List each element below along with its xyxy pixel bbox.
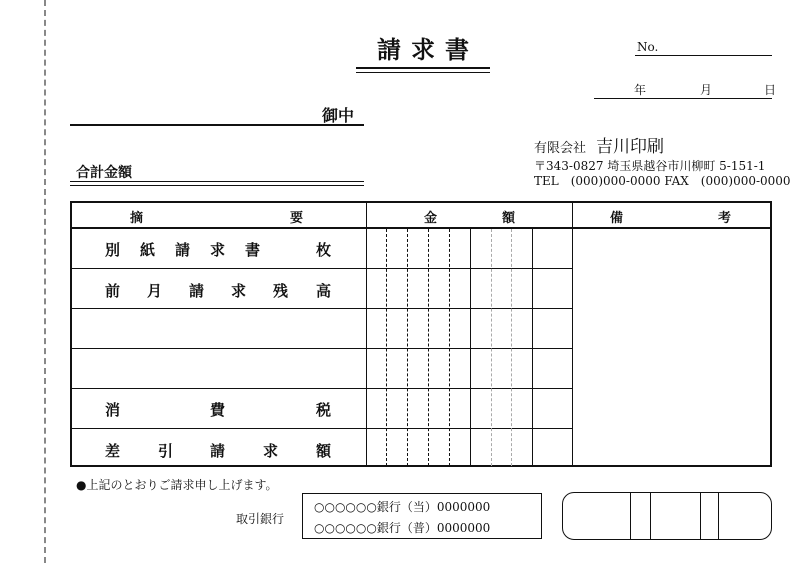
header-description-1: 摘: [130, 211, 144, 226]
header-amount-2: 額: [502, 211, 516, 226]
title-underline: [356, 67, 490, 69]
row1-char: 求: [210, 241, 226, 259]
bank-line: ○○○○○○銀行（当）0000000: [314, 500, 491, 514]
stamp-divider: [700, 492, 701, 540]
header-description-2: 要: [290, 211, 304, 226]
header-remarks-2: 考: [718, 211, 732, 226]
row-divider: [70, 268, 572, 269]
issuer-address: 〒343-0827 埼玉県越谷市川柳町 5-151-1: [534, 159, 766, 173]
digit-divider: [511, 229, 512, 466]
row6-char: 額: [316, 442, 332, 460]
issuer-company: 吉川印刷: [596, 137, 665, 157]
header-row-divider: [70, 227, 772, 229]
total-underline: [70, 185, 364, 186]
recipient-suffix: 御中: [322, 106, 355, 125]
footer-note: ●上記のとおりご請求申し上げます。: [76, 478, 278, 492]
row1-char: 別: [105, 241, 121, 259]
row6-char: 差: [105, 442, 121, 460]
perforation-line: [44, 0, 46, 563]
row-divider: [70, 428, 572, 429]
stamp-divider: [650, 492, 651, 540]
row-divider: [70, 348, 572, 349]
issuer-name: [534, 132, 664, 157]
total-field[interactable]: [70, 181, 364, 182]
date-month-label: 月: [700, 83, 713, 97]
row2-char: 高: [316, 282, 332, 300]
row2-char: 残: [273, 282, 289, 300]
stamp-divider: [630, 492, 631, 540]
header-remarks-1: 備: [610, 211, 624, 226]
row2-char: 求: [231, 282, 247, 300]
row1-char: 枚: [316, 241, 332, 259]
date-field[interactable]: [594, 98, 772, 99]
digit-divider: [407, 229, 408, 466]
row5-char: 費: [210, 401, 226, 419]
digit-divider: [470, 229, 471, 466]
date-day-label: 日: [764, 83, 777, 97]
total-label: 合計金額: [76, 165, 132, 181]
document-title: 請求書: [377, 35, 479, 64]
number-field[interactable]: [635, 55, 772, 56]
row6-char: 求: [263, 442, 279, 460]
digit-divider: [428, 229, 429, 466]
bank-line: ○○○○○○銀行（普）0000000: [314, 521, 491, 535]
digit-divider: [449, 229, 450, 466]
row2-char: 請: [189, 282, 205, 300]
header-amount-1: 金: [424, 211, 438, 226]
bank-label: 取引銀行: [236, 512, 285, 526]
row6-char: 請: [210, 442, 226, 460]
row2-char: 月: [147, 282, 163, 300]
number-label: No.: [637, 40, 659, 54]
row5-char: 税: [316, 401, 332, 419]
row1-char: 紙: [140, 241, 156, 259]
row1-char: 請: [175, 241, 191, 259]
digit-divider: [386, 229, 387, 466]
row6-char: 引: [158, 442, 174, 460]
issuer-type: 有限会社: [534, 141, 587, 156]
row-divider: [70, 308, 572, 309]
date-year-label: 年: [634, 83, 647, 97]
row-divider: [70, 388, 572, 389]
issuer-phone-fax: TEL (000)000-0000 FAX (000)000-0000: [534, 174, 791, 188]
stamp-divider: [718, 492, 719, 540]
digit-divider: [532, 229, 533, 466]
recipient-field[interactable]: [70, 124, 364, 126]
row1-char: 書: [245, 241, 261, 259]
row5-char: 消: [105, 401, 121, 419]
row2-char: 前: [105, 282, 121, 300]
title-underline-2: [356, 72, 490, 73]
col-divider: [572, 201, 573, 467]
digit-divider: [491, 229, 492, 466]
stamp-box: [562, 492, 772, 540]
